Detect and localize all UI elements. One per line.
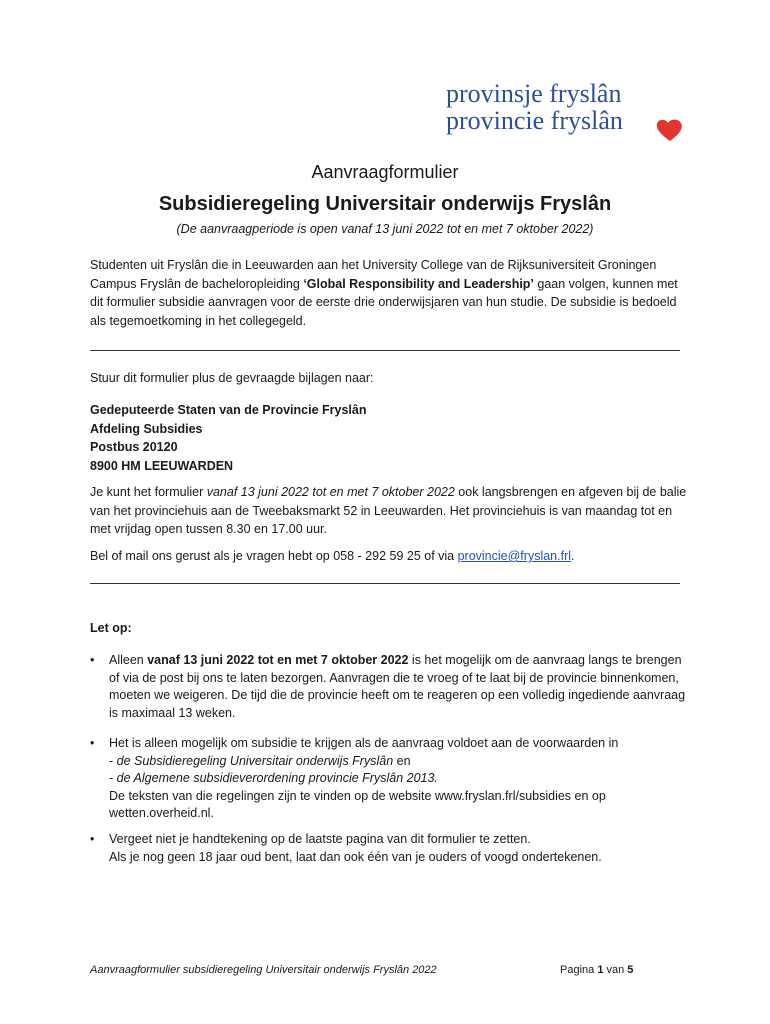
intro-text-end: gaan volgen, kunnen met dit formulier subsidie aanvragen voor de eerste drie onderwijsjaren van hun studie. De subsidie is bedoeld als tegemoetkoming in het collegegeld. <box>90 276 678 328</box>
regulation-name: de Algemene subsidieverordening provincie Fryslân 2013. <box>116 771 438 785</box>
regulation-item <box>109 753 690 771</box>
page-of: van <box>603 964 628 976</box>
regulation-name: de Subsidieregeling Universitair onderwijs Fryslân <box>116 753 394 768</box>
divider <box>90 583 680 584</box>
notice-text: De teksten van die regelingen zijn te vinden op de website www.fryslan.frl/subsidies en op wetten.overheid.nl. <box>109 788 606 820</box>
contact-text: Bel of mail ons gerust als je vragen hebt op 058 - 292 59 25 of via <box>90 549 458 563</box>
dropoff-period: vanaf 13 juni 2022 tot en met 7 oktober 2022 <box>206 485 455 499</box>
notice-heading: Let op: <box>90 621 132 635</box>
notice-text: Als je nog geen 18 jaar oud bent, laat dan ook één van je ouders of voogd ondertekenen. <box>109 849 602 864</box>
email-link[interactable]: provincie@fryslan.frl <box>457 549 572 563</box>
notice-period: vanaf 13 juni 2022 tot en met 7 oktober 2022 <box>147 653 409 667</box>
bullet-icon: • <box>90 832 95 846</box>
page-title: Subsidieregeling Universitair onderwijs Fryslân <box>158 193 612 215</box>
dropoff-text: Je kunt het formulier <box>90 485 207 499</box>
application-period: (De aanvraagperiode is open vanaf 13 juni 2022 tot en met 7 oktober 2022) <box>176 222 594 236</box>
logo-line-dutch: provincie fryslân <box>446 106 623 135</box>
program-name: ‘Global Responsibility and Leadership’ <box>303 276 534 291</box>
bullet-icon: • <box>90 736 95 750</box>
bullet-icon: • <box>90 653 95 667</box>
notice-text: Alleen <box>109 653 148 667</box>
page-number <box>560 964 633 976</box>
logo-line-frisian: provinsje fryslân <box>446 79 622 108</box>
address-line: 8900 HM LEEUWARDEN <box>90 458 234 473</box>
contact-paragraph <box>90 547 690 566</box>
intro-paragraph <box>90 256 690 330</box>
page-current: 1 <box>597 964 604 976</box>
dropoff-paragraph <box>90 483 690 539</box>
form-label: Aanvraagformulier <box>311 162 459 182</box>
address-line: Afdeling Subsidies <box>90 421 203 436</box>
intro-text: Studenten uit Fryslân die in Leeuwarden aan het University College van de Rijksuniversiteit Groningen Campus Fryslân de bacheloropleiding <box>90 258 657 291</box>
dash: - <box>109 771 117 785</box>
notice-text: Het is alleen mogelijk om subsidie te krijgen als de aanvraag voldoet aan de voorwaarden in <box>109 736 619 750</box>
dropoff-text-end: ook langsbrengen en afgeven bij de balie van het provinciehuis aan de Tweebaksmarkt 52 in Leeuwarden. Het provinciehuis is van maandag tot en met vrijdag open tussen 8.30 en 17.00 uur. <box>90 485 687 536</box>
conjunction: en <box>393 753 411 768</box>
notice-text: Vergeet niet je handtekening op de laatste pagina van dit formulier te zetten. <box>109 832 531 846</box>
page-total: 5 <box>627 964 634 976</box>
divider <box>90 350 680 351</box>
footer-doc-title: Aanvraagformulier subsidieregeling Universitair onderwijs Fryslân 2022 <box>90 964 437 976</box>
address-line: Postbus 20120 <box>90 440 178 454</box>
mailing-address <box>90 401 690 475</box>
notice-item <box>90 831 690 866</box>
province-logo <box>446 80 696 134</box>
notice-item <box>90 735 690 823</box>
page-label: Pagina <box>560 964 598 976</box>
regulation-item <box>109 770 690 788</box>
notice-text-end: is het mogelijk om de aanvraag langs te brengen of via de post bij ons te laten bezorgen. Aanvragen die te vroeg of te laat bij de provincie binnenkomen, moeten we weigeren. De tijd die de provincie heeft om te reageren op een volledig ingediende aanvraag is maximaal 13 weken. <box>109 653 686 720</box>
notice-item <box>90 652 690 722</box>
heart-icon <box>656 118 684 142</box>
dash: - <box>109 753 117 768</box>
send-instruction: Stuur dit formulier plus de gevraagde bijlagen naar: <box>90 371 374 385</box>
contact-text-end: . <box>571 549 575 563</box>
address-line: Gedeputeerde Staten van de Provincie Fryslân <box>90 403 367 417</box>
